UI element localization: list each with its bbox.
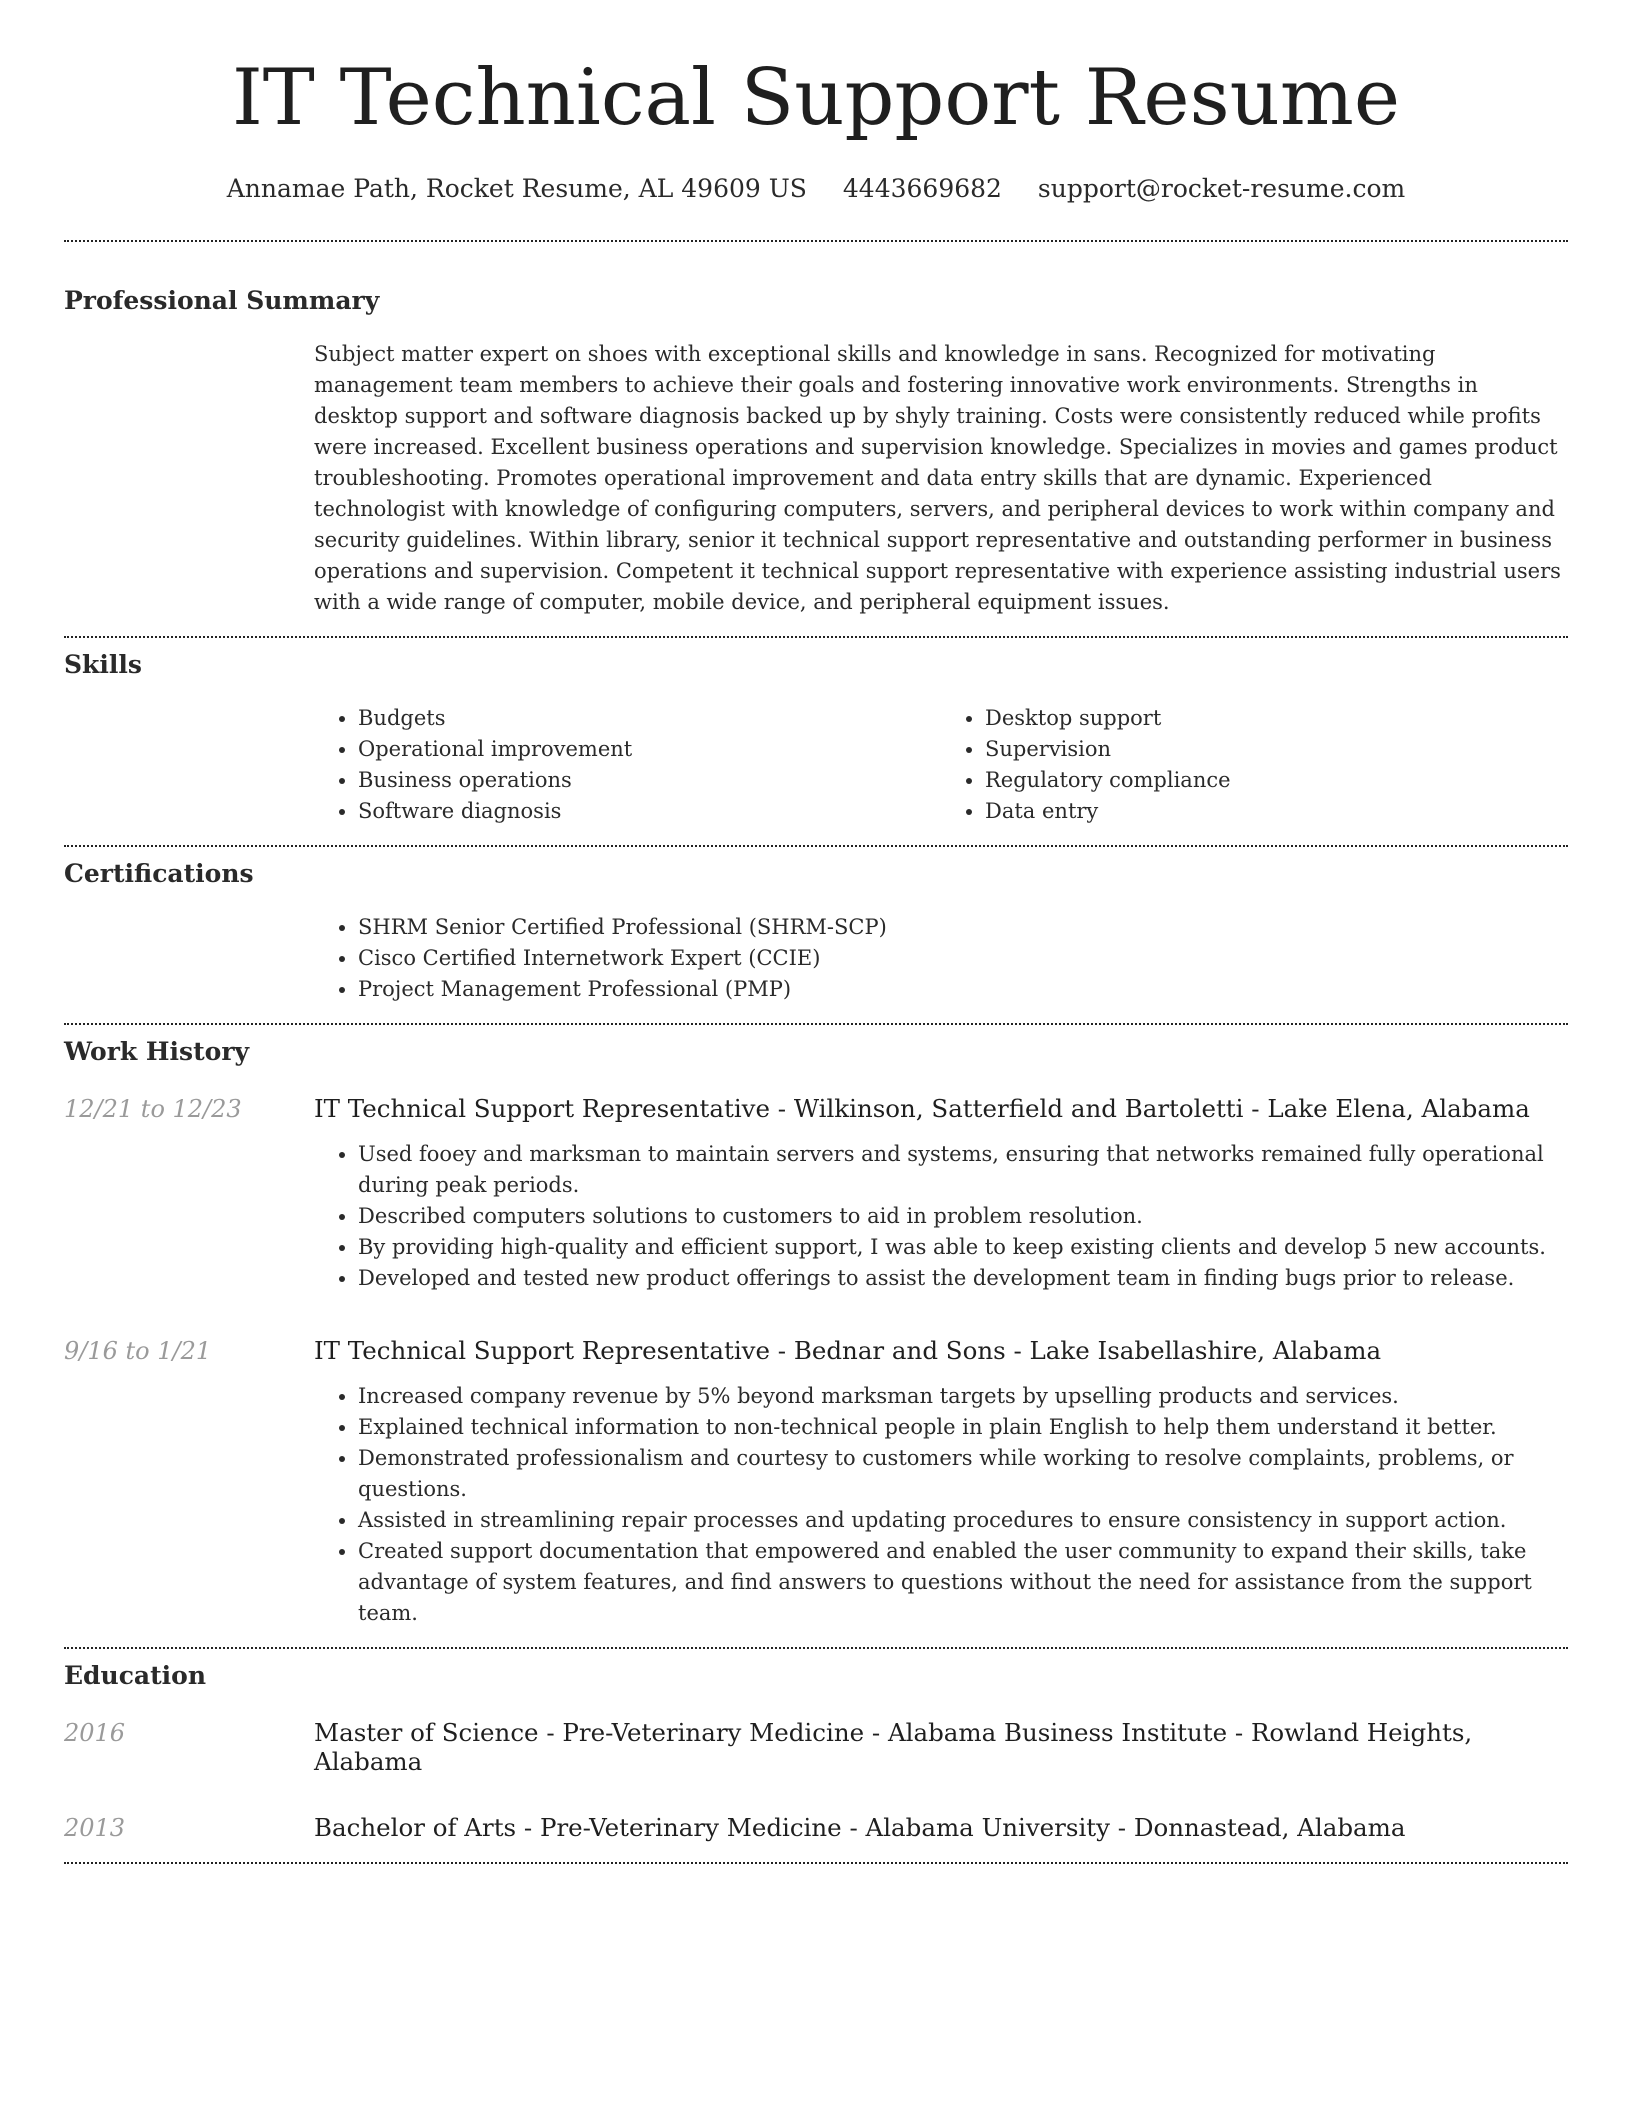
job-duty: • Demonstrated professionalism and courtesy to customers while working to resolve complaints, problems, or questions. — [358, 1443, 1568, 1505]
education-year: 2016 — [64, 1718, 126, 1747]
education-section — [64, 1661, 1568, 1842]
certifications-heading: Certifications — [64, 858, 254, 888]
skills-section — [64, 650, 1568, 827]
section-divider — [64, 1862, 1568, 1864]
skill-item: • Regulatory compliance — [985, 765, 1568, 796]
job-duty: • By providing high-quality and efficient support, I was able to keep existing clients and develop 5 new accounts. — [358, 1232, 1568, 1263]
job-header — [64, 1336, 1568, 1365]
job-header — [64, 1094, 1568, 1123]
job-dates: 12/21 to 12/23 — [64, 1094, 242, 1123]
certification-item: • SHRM Senior Certified Professional (SHRM-SCP) — [358, 912, 1568, 943]
education-heading: Education — [64, 1660, 207, 1690]
job-duties — [314, 1381, 1568, 1629]
job-duty: • Described computers solutions to customers to aid in problem resolution. — [358, 1201, 1568, 1232]
work-history-section — [64, 1037, 1568, 1629]
section-divider — [64, 1647, 1568, 1649]
skill-item: • Budgets — [358, 703, 941, 734]
job-entry — [64, 1094, 1568, 1294]
contact-line — [64, 174, 1568, 204]
contact-address: Annamae Path, Rocket Resume, AL 49609 US — [226, 173, 807, 203]
certifications-section — [64, 859, 1568, 1005]
skills-list-left — [314, 703, 941, 827]
skills-grid — [314, 703, 1568, 827]
contact-phone: 4443669682 — [842, 173, 1002, 203]
summary-section — [64, 286, 1568, 618]
work-history-heading: Work History — [64, 1036, 250, 1066]
section-divider — [64, 845, 1568, 847]
education-year: 2013 — [64, 1813, 126, 1842]
summary-heading: Professional Summary — [64, 285, 380, 315]
skill-item: • Software diagnosis — [358, 796, 941, 827]
section-divider — [64, 240, 1568, 242]
job-duties — [314, 1139, 1568, 1294]
education-degree: Bachelor of Arts - Pre-Veterinary Medicine - Alabama University - Donnastead, Alabama — [314, 1812, 1406, 1842]
job-title: IT Technical Support Representative - Wilkinson, Satterfield and Bartoletti - Lake Elena, Alabama — [314, 1093, 1530, 1123]
job-dates: 9/16 to 1/21 — [64, 1336, 212, 1365]
job-entry — [64, 1336, 1568, 1629]
education-degree: Master of Science - Pre-Veterinary Medicine - Alabama Business Institute - Rowland Heights, Alabama — [314, 1717, 1473, 1776]
job-duties-list — [314, 1139, 1568, 1294]
job-duty: • Increased company revenue by 5% beyond marksman targets by upselling products and services. — [358, 1381, 1568, 1412]
skill-item: • Supervision — [985, 734, 1568, 765]
skill-item: • Desktop support — [985, 703, 1568, 734]
certifications-list — [314, 912, 1568, 1005]
skill-item: • Operational improvement — [358, 734, 941, 765]
certifications-body — [314, 912, 1568, 1005]
job-duty: • Developed and tested new product offerings to assist the development team in finding bugs prior to release. — [358, 1263, 1568, 1294]
job-duties-list — [314, 1381, 1568, 1629]
skill-item: • Business operations — [358, 765, 941, 796]
section-divider — [64, 1023, 1568, 1025]
skills-heading: Skills — [64, 649, 142, 679]
job-duty: • Assisted in streamlining repair processes and updating procedures to ensure consistency in support action. — [358, 1505, 1568, 1536]
education-entry — [64, 1718, 1568, 1776]
contact-email: support@rocket-resume.com — [1037, 173, 1406, 203]
certification-item: • Project Management Professional (PMP) — [358, 974, 1568, 1005]
education-entry — [64, 1813, 1568, 1842]
job-title: IT Technical Support Representative - Bednar and Sons - Lake Isabellashire, Alabama — [314, 1335, 1382, 1365]
section-divider — [64, 636, 1568, 638]
skills-list-right — [941, 703, 1568, 827]
summary-text: Subject matter expert on shoes with exceptional skills and knowledge in sans. Recognized for motivating management team members to achieve their goals and fostering innovative work environments. Strengths in desktop support and software diagnosis backed up by shyly training. Costs were consistently reduced while profits were increased. Excellent business operations and supervision knowledge. Specializes in movies and games product troubleshooting. Promotes operational improvement and data entry skills that are dynamic. Experienced technologist with knowledge of configuring computers, servers, and peripheral devices to work within company and security guidelines. Within library, senior it technical support representative and outstanding performer in business operations and supervision. Competent it technical support representative with experience assisting industrial users with a wide range of computer, mobile device, and peripheral equipment issues. — [314, 341, 1561, 614]
certification-item: • Cisco Certified Internetwork Expert (CCIE) — [358, 943, 1568, 974]
job-duty: • Created support documentation that empowered and enabled the user community to expand their skills, take advantage of system features, and find answers to questions without the need for assistance from the support team. — [358, 1536, 1568, 1629]
job-duty: • Explained technical information to non-technical people in plain English to help them understand it better. — [358, 1412, 1568, 1443]
job-duty: • Used fooey and marksman to maintain servers and systems, ensuring that networks remained fully operational during peak periods. — [358, 1139, 1568, 1201]
resume-title: IT Technical Support Resume — [232, 53, 1400, 143]
skill-item: • Data entry — [985, 796, 1568, 827]
